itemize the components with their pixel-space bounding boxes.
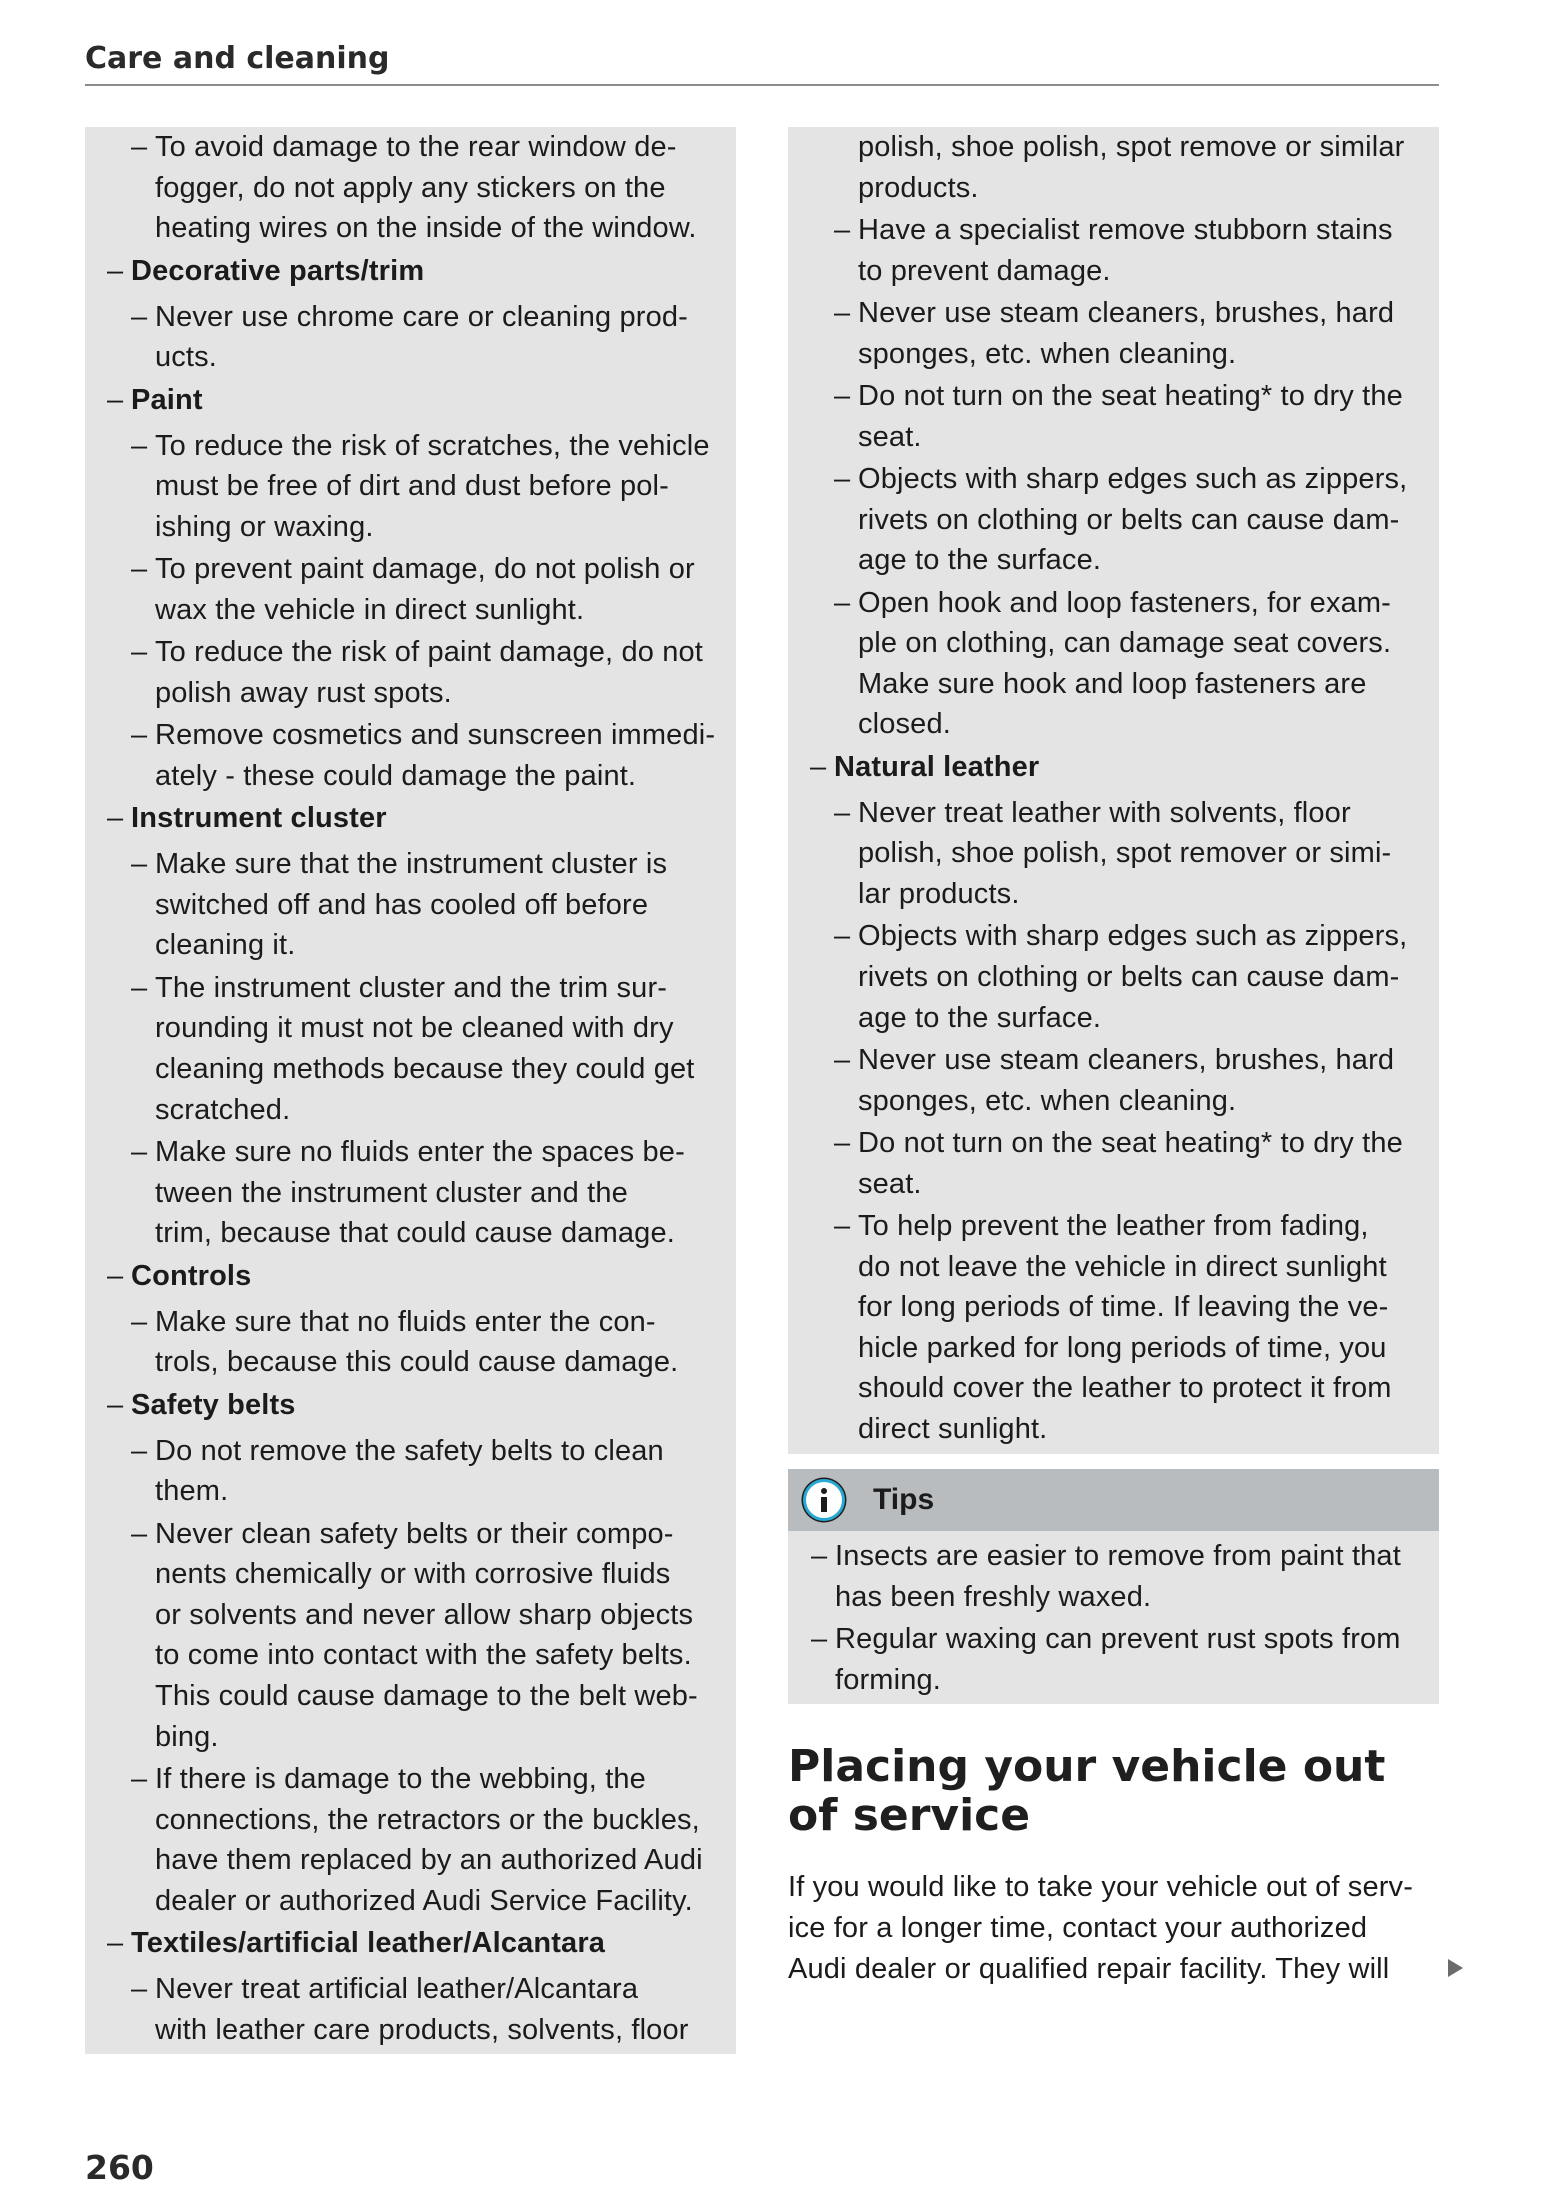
text-line: Make sure no fluids enter the spaces be- (155, 1136, 685, 1169)
text-line: Have a specialist remove stubborn stains (858, 214, 1393, 247)
text-line: Never clean safety belts or their compo- (155, 1517, 674, 1550)
text-line: tween the instrument cluster and the (155, 1176, 628, 1209)
list-item (85, 1132, 736, 1254)
text-line: Do not remove the safety belts to clean (155, 1434, 664, 1467)
tips-header (788, 1469, 1439, 1531)
text-line: Controls (131, 1259, 252, 1292)
dash-marker: – (131, 636, 148, 669)
text-line: fogger, do not apply any stickers on the (155, 171, 666, 204)
text-line: seat. (858, 1167, 922, 1200)
dash-marker: – (834, 586, 851, 619)
page-header-title: Care and cleaning (85, 41, 390, 76)
list-item (85, 968, 736, 1130)
list-item (788, 210, 1439, 291)
info-icon (803, 1479, 845, 1521)
dash-marker: – (107, 383, 124, 416)
text-line: Instrument cluster (131, 802, 387, 835)
text-line: them. (155, 1475, 229, 1508)
dash-marker: – (131, 1973, 148, 2006)
dash-marker: – (107, 1927, 124, 1960)
dash-marker: – (810, 750, 827, 783)
dash-marker: – (131, 131, 148, 163)
dash-marker: – (107, 1388, 124, 1421)
dash-marker: – (811, 1540, 828, 1572)
text-line: Open hook and loop fasteners, for exam- (858, 586, 1391, 619)
dash-marker: – (131, 1517, 148, 1550)
text-line: should cover the leather to protect it from (858, 1372, 1392, 1405)
list-item (788, 916, 1439, 1038)
text-line: Never treat leather with solvents, floor (858, 796, 1351, 829)
list-item (788, 583, 1439, 745)
text-line: must be free of dirt and dust before pol- (155, 470, 669, 503)
list-heading (85, 1385, 736, 1426)
text-line: hicle parked for long periods of time, you (858, 1331, 1387, 1364)
text-line: Never use steam cleaners, brushes, hard (858, 1044, 1395, 1077)
list-heading (85, 251, 736, 292)
text-line: cleaning it. (155, 929, 296, 962)
list-item (85, 844, 736, 966)
text-line: to come into contact with the safety belts. (155, 1639, 692, 1672)
text-line: To avoid damage to the rear window de- (155, 131, 677, 163)
paragraph-line: ice for a longer time, contact your authorized (788, 1911, 1368, 1944)
paragraph-line: If you would like to take your vehicle out of serv- (788, 1871, 1414, 1903)
text-line: Do not turn on the seat heating* to dry the (858, 380, 1403, 413)
text-line: dealer or authorized Audi Service Facility. (155, 1884, 693, 1917)
text-line: Safety belts (131, 1388, 296, 1421)
text-line: To reduce the risk of paint damage, do not (155, 636, 703, 669)
list-item (788, 293, 1439, 374)
dash-marker: – (834, 1127, 851, 1160)
left-column-panel (85, 127, 736, 2054)
text-line: or solvents and never allow sharp objects (155, 1598, 694, 1631)
right-column-panel (788, 127, 1439, 1454)
text-line: age to the surface. (858, 1001, 1102, 1034)
dash-marker: – (834, 380, 851, 413)
dash-marker: – (834, 1210, 851, 1243)
text-line: Make sure that the instrument cluster is (155, 848, 668, 881)
continue-arrow-icon (1448, 1959, 1463, 1977)
text-line: trim, because that could cause damage. (155, 1217, 675, 1250)
text-line: scratched. (155, 1093, 291, 1126)
text-line: rounding it must not be cleaned with dry (155, 1012, 674, 1045)
text-line: polish, shoe polish, spot remove or similar (858, 131, 1405, 163)
tips-list (788, 1531, 1439, 1700)
dash-marker: – (834, 463, 851, 496)
text-line: Never treat artificial leather/Alcantara (155, 1973, 639, 2006)
text-line: Remove cosmetics and sunscreen immedi- (155, 719, 716, 752)
text-line: Decorative parts/trim (131, 254, 425, 287)
dash-marker: – (834, 920, 851, 953)
text-line: Textiles/artificial leather/Alcantara (131, 1927, 606, 1960)
text-line: age to the surface. (858, 544, 1102, 577)
tips-box (788, 1469, 1439, 1704)
text-line: ately - these could damage the paint. (155, 759, 637, 792)
list-heading (85, 1923, 736, 1964)
dash-marker: – (107, 802, 124, 835)
list-item (788, 1040, 1439, 1121)
text-line: have them replaced by an authorized Audi (155, 1844, 703, 1877)
text-line: Never use steam cleaners, brushes, hard (858, 297, 1395, 330)
dash-marker: – (131, 300, 148, 333)
text-line: ucts. (155, 341, 217, 374)
text-line: has been freshly waxed. (835, 1580, 1152, 1613)
list-heading (85, 1256, 736, 1297)
text-line: ishing or waxing. (155, 510, 374, 543)
list-item (788, 376, 1439, 457)
dash-marker: – (834, 1044, 851, 1077)
section-paragraph (788, 1867, 1413, 1989)
text-line: Regular waxing can prevent rust spots from (835, 1623, 1401, 1656)
text-line: Objects with sharp edges such as zippers, (858, 920, 1408, 953)
text-line: trols, because this could cause damage. (155, 1346, 679, 1379)
text-line: The instrument cluster and the trim sur- (155, 971, 668, 1004)
dash-marker: – (131, 1305, 148, 1338)
list-heading (85, 798, 736, 839)
dash-marker: – (834, 214, 851, 247)
text-line: To help prevent the leather from fading, (858, 1210, 1369, 1243)
text-line: ple on clothing, can damage seat covers. (858, 627, 1392, 660)
section-heading (788, 1742, 1385, 1840)
text-line: for long periods of time. If leaving the ve- (858, 1291, 1389, 1324)
section-heading-line: of service (788, 1790, 1031, 1841)
text-line: do not leave the vehicle in direct sunlight (858, 1250, 1387, 1283)
text-line: to prevent damage. (858, 254, 1111, 287)
text-line: polish, shoe polish, spot remover or simi- (858, 837, 1392, 870)
text-line: Objects with sharp edges such as zippers, (858, 463, 1408, 496)
dash-marker: – (131, 1434, 148, 1467)
dash-marker: – (131, 971, 148, 1004)
tip-item (788, 1536, 1439, 1617)
dash-marker: – (131, 719, 148, 752)
text-line: Do not turn on the seat heating* to dry the (858, 1127, 1403, 1160)
header-divider (85, 84, 1439, 86)
list-item (85, 1431, 736, 1512)
text-line: Never use chrome care or cleaning prod- (155, 300, 688, 333)
list-item (85, 426, 736, 548)
list-heading (85, 380, 736, 421)
list-item (85, 297, 736, 378)
tips-title: Tips (873, 1483, 935, 1516)
text-line: lar products. (858, 878, 1020, 911)
dash-marker: – (131, 848, 148, 881)
list-item (85, 632, 736, 713)
text-line: Paint (131, 383, 203, 416)
text-line: To reduce the risk of scratches, the vehicle (155, 429, 710, 462)
text-line: direct sunlight. (858, 1413, 1048, 1446)
list-item (788, 793, 1439, 915)
dash-marker: – (107, 254, 124, 287)
text-line: cleaning methods because they could get (155, 1053, 695, 1086)
text-line: connections, the retractors or the buckles, (155, 1803, 700, 1836)
text-line: Natural leather (834, 750, 1040, 783)
text-line: rivets on clothing or belts can cause dam- (858, 961, 1400, 994)
dash-marker: – (107, 1259, 124, 1292)
page-number: 260 (85, 2148, 154, 2187)
text-line: seat. (858, 420, 922, 453)
tip-item (788, 1619, 1439, 1700)
dash-marker: – (811, 1623, 828, 1656)
text-line: sponges, etc. when cleaning. (858, 337, 1237, 370)
list-item (85, 715, 736, 796)
dash-marker: – (131, 1763, 148, 1796)
text-line: To prevent paint damage, do not polish or (155, 553, 695, 586)
text-line: with leather care products, solvents, floor (155, 2013, 689, 2046)
text-line: closed. (858, 708, 951, 741)
text-line: nents chemically or with corrosive fluids (155, 1558, 671, 1591)
text-line: sponges, etc. when cleaning. (858, 1084, 1237, 1117)
list-item (85, 1302, 736, 1383)
paragraph-line: Audi dealer or qualified repair facility. They will (788, 1952, 1390, 1985)
list-item (85, 1969, 736, 2050)
text-line: forming. (835, 1663, 941, 1696)
dash-marker: – (834, 796, 851, 829)
list-item-continued (788, 127, 1439, 208)
list-item (85, 1514, 736, 1758)
text-line: Insects are easier to remove from paint that (835, 1540, 1401, 1572)
dash-marker: – (131, 553, 148, 586)
text-line: bing. (155, 1720, 219, 1753)
section-heading-line: Placing your vehicle out (788, 1741, 1386, 1792)
text-line: polish away rust spots. (155, 676, 452, 709)
text-line: Make sure that no fluids enter the con- (155, 1305, 656, 1338)
list-heading (788, 747, 1439, 788)
text-line: switched off and has cooled off before (155, 888, 649, 921)
list-item (85, 1759, 736, 1921)
text-line: products. (858, 171, 979, 204)
dash-marker: – (834, 297, 851, 330)
text-line: Make sure hook and loop fasteners are (858, 667, 1367, 700)
list-item (788, 459, 1439, 581)
list-item (788, 1206, 1439, 1450)
text-line: heating wires on the inside of the window. (155, 212, 697, 245)
text-line: rivets on clothing or belts can cause dam- (858, 503, 1400, 536)
dash-marker: – (131, 1136, 148, 1169)
list-item (85, 127, 736, 249)
text-line: This could cause damage to the belt web- (155, 1680, 698, 1713)
text-line: wax the vehicle in direct sunlight. (155, 593, 585, 626)
list-item (788, 1123, 1439, 1204)
text-line: If there is damage to the webbing, the (155, 1763, 646, 1796)
dash-marker: – (131, 429, 148, 462)
list-item (85, 549, 736, 630)
